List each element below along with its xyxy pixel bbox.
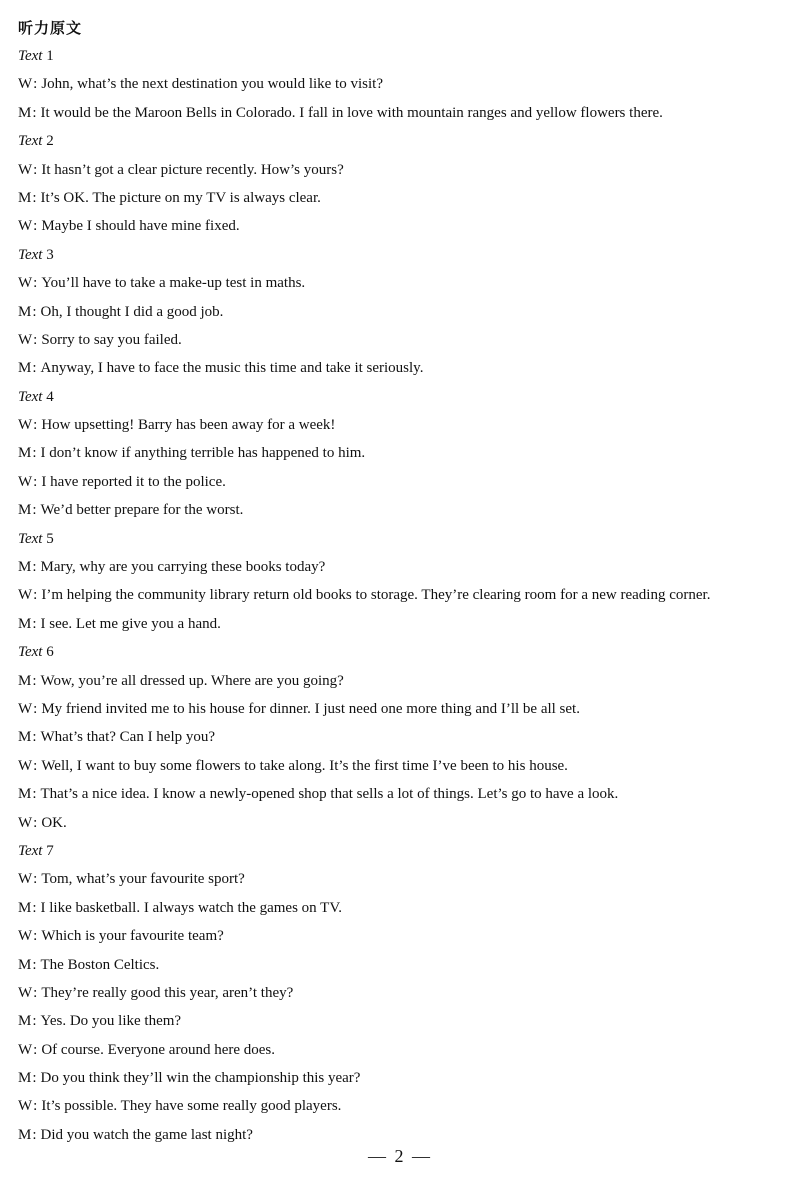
dialog-text: You’ll have to take a make-up test in maths. (41, 275, 306, 292)
speaker-colon: : (33, 1098, 38, 1115)
text-label-number: 4 (46, 388, 54, 405)
dialog-text: How upsetting! Barry has been away for a week! (41, 417, 336, 434)
speaker-colon: : (33, 473, 38, 490)
speaker-label: W (18, 700, 33, 717)
speaker-label: M (18, 1126, 32, 1143)
text-label-number: 7 (46, 842, 54, 859)
dialog-text: I have reported it to the police. (41, 473, 226, 490)
dialog-line (18, 1092, 788, 1120)
speaker-colon: : (32, 1126, 37, 1143)
dialog-line (18, 865, 788, 893)
text-label-number: 3 (46, 246, 54, 263)
dialog-line (18, 184, 788, 212)
text-label-word: Text (18, 644, 43, 661)
speaker-colon: : (33, 757, 38, 774)
dialog-line (18, 439, 788, 467)
dialog-text: I like basketball. I always watch the games on TV. (40, 899, 342, 916)
speaker-label: M (18, 956, 32, 973)
speaker-colon: : (33, 814, 38, 831)
text-section-label (18, 383, 788, 411)
dialog-line (18, 723, 788, 751)
dialog-text: Yes. Do you like them? (40, 1013, 182, 1030)
speaker-label: M (18, 786, 32, 803)
dialog-line (18, 979, 788, 1007)
dialog-text: I don’t know if anything terrible has happened to him. (40, 445, 366, 462)
speaker-label: M (18, 672, 32, 689)
dialog-line (18, 695, 788, 723)
dialog-line (18, 894, 788, 922)
speaker-label: W (18, 218, 33, 235)
dialog-text: Tom, what’s your favourite sport? (41, 871, 245, 888)
speaker-colon: : (32, 502, 37, 519)
text-label-word: Text (18, 48, 43, 64)
speaker-colon: : (32, 360, 37, 377)
dialog-text: Mary, why are you carrying these books today? (40, 559, 326, 576)
speaker-colon: : (33, 417, 38, 434)
speaker-label: M (18, 445, 32, 462)
dialog-text: Anyway, I have to face the music this time and take it seriously. (40, 360, 424, 377)
speaker-label: W (18, 814, 33, 831)
dialog-line (18, 496, 788, 524)
dialog-text: It would be the Maroon Bells in Colorado. I fall in love with mountain ranges and yellow flowers there. (40, 104, 663, 121)
dialog-line (18, 1064, 788, 1092)
dialog-text: That’s a nice idea. I know a newly-opened shop that sells a lot of things. Let’s go to have a look. (40, 786, 619, 803)
speaker-label: W (18, 928, 33, 945)
speaker-label: M (18, 189, 32, 206)
speaker-label: W (18, 1041, 33, 1058)
dialog-text: Maybe I should have mine fixed. (41, 218, 240, 235)
dialog-line (18, 298, 788, 326)
page-heading: 听力原文 (18, 19, 83, 37)
speaker-colon: : (32, 672, 37, 689)
dialog-text: It’s possible. They have some really good players. (41, 1098, 342, 1115)
dialog-line (18, 922, 788, 950)
speaker-label: M (18, 1013, 32, 1030)
speaker-label: W (18, 587, 33, 604)
dialog-line (18, 411, 788, 439)
speaker-label: W (18, 275, 33, 292)
speaker-colon: : (33, 76, 38, 93)
dialog-line (18, 553, 788, 581)
dialog-text: Do you think they’ll win the championship this year? (40, 1070, 361, 1087)
speaker-label: W (18, 331, 33, 348)
speaker-colon: : (32, 189, 37, 206)
dialog-text: The Boston Celtics. (40, 956, 160, 973)
speaker-label: M (18, 615, 32, 632)
speaker-colon: : (32, 729, 37, 746)
dialog-line (18, 468, 788, 496)
dialog-text: I see. Let me give you a hand. (40, 615, 221, 632)
speaker-colon: : (32, 104, 37, 121)
dialog-line (18, 581, 788, 609)
page-number: — 2 — (368, 1146, 432, 1166)
speaker-label: W (18, 757, 33, 774)
text-label-word: Text (18, 388, 43, 405)
text-section-label (18, 837, 788, 865)
dialog-text: What’s that? Can I help you? (40, 729, 216, 746)
speaker-label: M (18, 104, 32, 121)
text-section-label (18, 241, 788, 269)
speaker-colon: : (32, 559, 37, 576)
text-label-word: Text (18, 133, 43, 150)
speaker-label: W (18, 76, 33, 93)
dialog-line (18, 951, 788, 979)
dialog-text: Which is your favourite team? (41, 928, 224, 945)
dialog-line (18, 156, 788, 184)
text-label-word: Text (18, 246, 43, 263)
speaker-colon: : (32, 1070, 37, 1087)
dialog-line (18, 70, 788, 98)
dialog-text: John, what’s the next destination you would like to visit? (41, 76, 383, 93)
transcript-page (18, 14, 788, 1149)
dialog-text: Sorry to say you failed. (41, 331, 182, 348)
text-section-label (18, 525, 788, 553)
speaker-label: W (18, 871, 33, 888)
speaker-colon: : (33, 218, 38, 235)
speaker-label: W (18, 473, 33, 490)
dialog-line (18, 1121, 788, 1149)
dialog-line (18, 269, 788, 297)
dialog-text: I’m helping the community library return old books to storage. They’re clearing room for a new reading corner. (41, 587, 711, 604)
dialog-text: Oh, I thought I did a good job. (40, 303, 224, 320)
transcript-lines (18, 42, 788, 1149)
dialog-text: My friend invited me to his house for dinner. I just need one more thing and I’ll be all set. (41, 700, 580, 717)
dialog-line (18, 610, 788, 638)
speaker-label: M (18, 303, 32, 320)
speaker-colon: : (32, 1013, 37, 1030)
speaker-colon: : (32, 615, 37, 632)
speaker-label: M (18, 360, 32, 377)
dialog-text: They’re really good this year, aren’t they? (41, 984, 294, 1001)
dialog-line (18, 1007, 788, 1035)
dialog-line (18, 212, 788, 240)
speaker-colon: : (33, 331, 38, 348)
dialog-line (18, 99, 788, 127)
speaker-colon: : (32, 899, 37, 916)
speaker-colon: : (33, 161, 38, 178)
text-label-number: 5 (46, 530, 54, 547)
dialog-line (18, 1036, 788, 1064)
text-label-word: Text (18, 842, 43, 859)
text-label-word: Text (18, 530, 43, 547)
speaker-label: W (18, 161, 33, 178)
dialog-text: It hasn’t got a clear picture recently. How’s yours? (41, 161, 344, 178)
text-label-number: 1 (46, 48, 54, 64)
dialog-line (18, 354, 788, 382)
speaker-colon: : (33, 871, 38, 888)
speaker-colon: : (33, 587, 38, 604)
dialog-text: Of course. Everyone around here does. (41, 1041, 276, 1058)
speaker-colon: : (33, 700, 38, 717)
speaker-colon: : (32, 786, 37, 803)
dialog-text: Did you watch the game last night? (40, 1126, 253, 1143)
speaker-colon: : (32, 303, 37, 320)
speaker-label: M (18, 502, 32, 519)
dialog-line (18, 809, 788, 837)
dialog-line (18, 326, 788, 354)
dialog-text: Wow, you’re all dressed up. Where are you going? (40, 672, 344, 689)
dialog-text: We’d better prepare for the worst. (40, 502, 244, 519)
speaker-colon: : (33, 928, 38, 945)
speaker-colon: : (32, 956, 37, 973)
speaker-label: M (18, 729, 32, 746)
dialog-line (18, 780, 788, 808)
speaker-colon: : (33, 275, 38, 292)
dialog-text: Well, I want to buy some flowers to take along. It’s the first time I’ve been to his house. (41, 757, 568, 774)
speaker-colon: : (32, 445, 37, 462)
text-section-label (18, 638, 788, 666)
speaker-label: W (18, 1098, 33, 1115)
text-label-number: 2 (46, 133, 54, 150)
text-section-label (18, 42, 788, 70)
dialog-text: OK. (41, 814, 67, 831)
speaker-label: W (18, 417, 33, 434)
dialog-text: It’s OK. The picture on my TV is always clear. (40, 189, 321, 206)
speaker-label: M (18, 899, 32, 916)
speaker-colon: : (33, 984, 38, 1001)
dialog-line (18, 752, 788, 780)
speaker-label: M (18, 559, 32, 576)
speaker-label: W (18, 984, 33, 1001)
text-section-label (18, 127, 788, 155)
speaker-label: M (18, 1070, 32, 1087)
speaker-colon: : (33, 1041, 38, 1058)
dialog-line (18, 667, 788, 695)
text-label-number: 6 (46, 644, 54, 661)
